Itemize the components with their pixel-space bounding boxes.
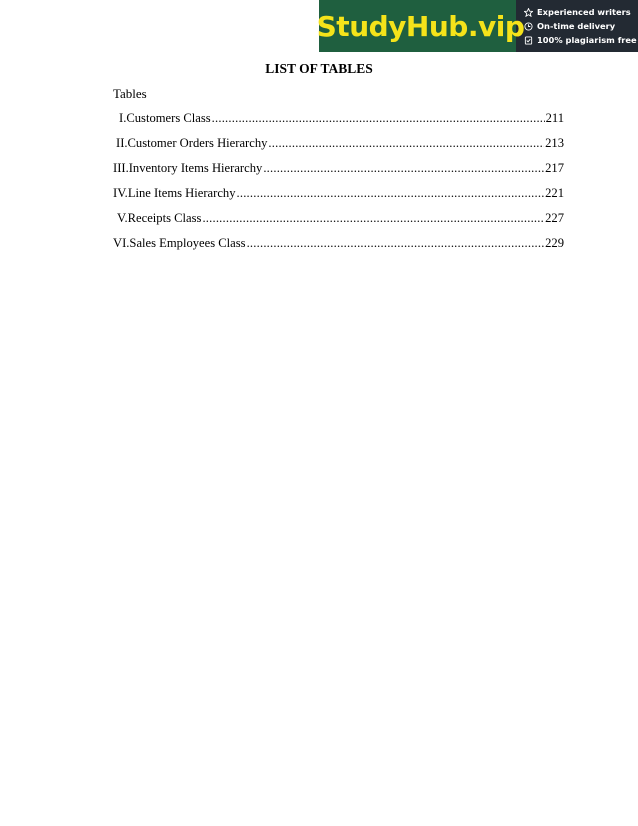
perk-plagiarism-free	[524, 34, 638, 46]
clock-icon	[524, 22, 533, 31]
toc-entry[interactable]	[113, 136, 564, 161]
toc-dot-leader	[212, 111, 545, 126]
toc-entry-page: 217	[545, 161, 564, 175]
toc-dot-leader	[247, 236, 545, 251]
toc-entry-page: 229	[545, 236, 564, 250]
toc-entry-page: 213	[545, 136, 564, 150]
shield-icon	[524, 36, 533, 45]
toc-entry[interactable]	[113, 236, 564, 261]
toc-entry-label: V.Receipts Class	[117, 211, 202, 225]
perk-label: Experienced writers	[537, 7, 631, 17]
studyhub-logo[interactable]	[316, 0, 525, 52]
page-title: LIST OF TABLES	[265, 61, 373, 76]
toc-entry-label: II.Customer Orders Hierarchy	[116, 136, 268, 150]
toc-entry[interactable]	[113, 186, 564, 211]
toc-entry[interactable]	[113, 161, 564, 186]
star-icon	[524, 8, 533, 17]
toc-entry-label: III.Inventory Items Hierarchy	[113, 161, 263, 175]
toc-dot-leader	[202, 211, 544, 226]
toc-dot-leader	[237, 186, 545, 201]
section-heading: Tables	[113, 86, 147, 101]
toc-entry-page: 221	[545, 186, 564, 200]
toc-entry[interactable]	[113, 111, 564, 136]
perk-label: 100% plagiarism free	[537, 35, 637, 45]
perk-experienced-writers	[524, 6, 638, 18]
toc-entry[interactable]	[113, 211, 564, 236]
toc-entry-label: IV.Line Items Hierarchy	[113, 186, 236, 200]
table-of-contents	[113, 111, 564, 261]
banner-perks	[516, 0, 638, 52]
toc-entry-label: I.Customers Class	[119, 111, 211, 125]
toc-dot-leader	[263, 161, 544, 176]
perk-label: On-time delivery	[537, 21, 616, 31]
toc-entry-page: 211	[545, 111, 564, 125]
toc-dot-leader	[268, 136, 544, 151]
toc-entry-label: VI.Sales Employees Class	[113, 236, 246, 250]
perk-on-time-delivery	[524, 20, 638, 32]
toc-entry-page: 227	[545, 211, 564, 225]
logo-text: StudyHub.vip	[316, 9, 525, 43]
studyhub-banner[interactable]	[316, 0, 638, 52]
